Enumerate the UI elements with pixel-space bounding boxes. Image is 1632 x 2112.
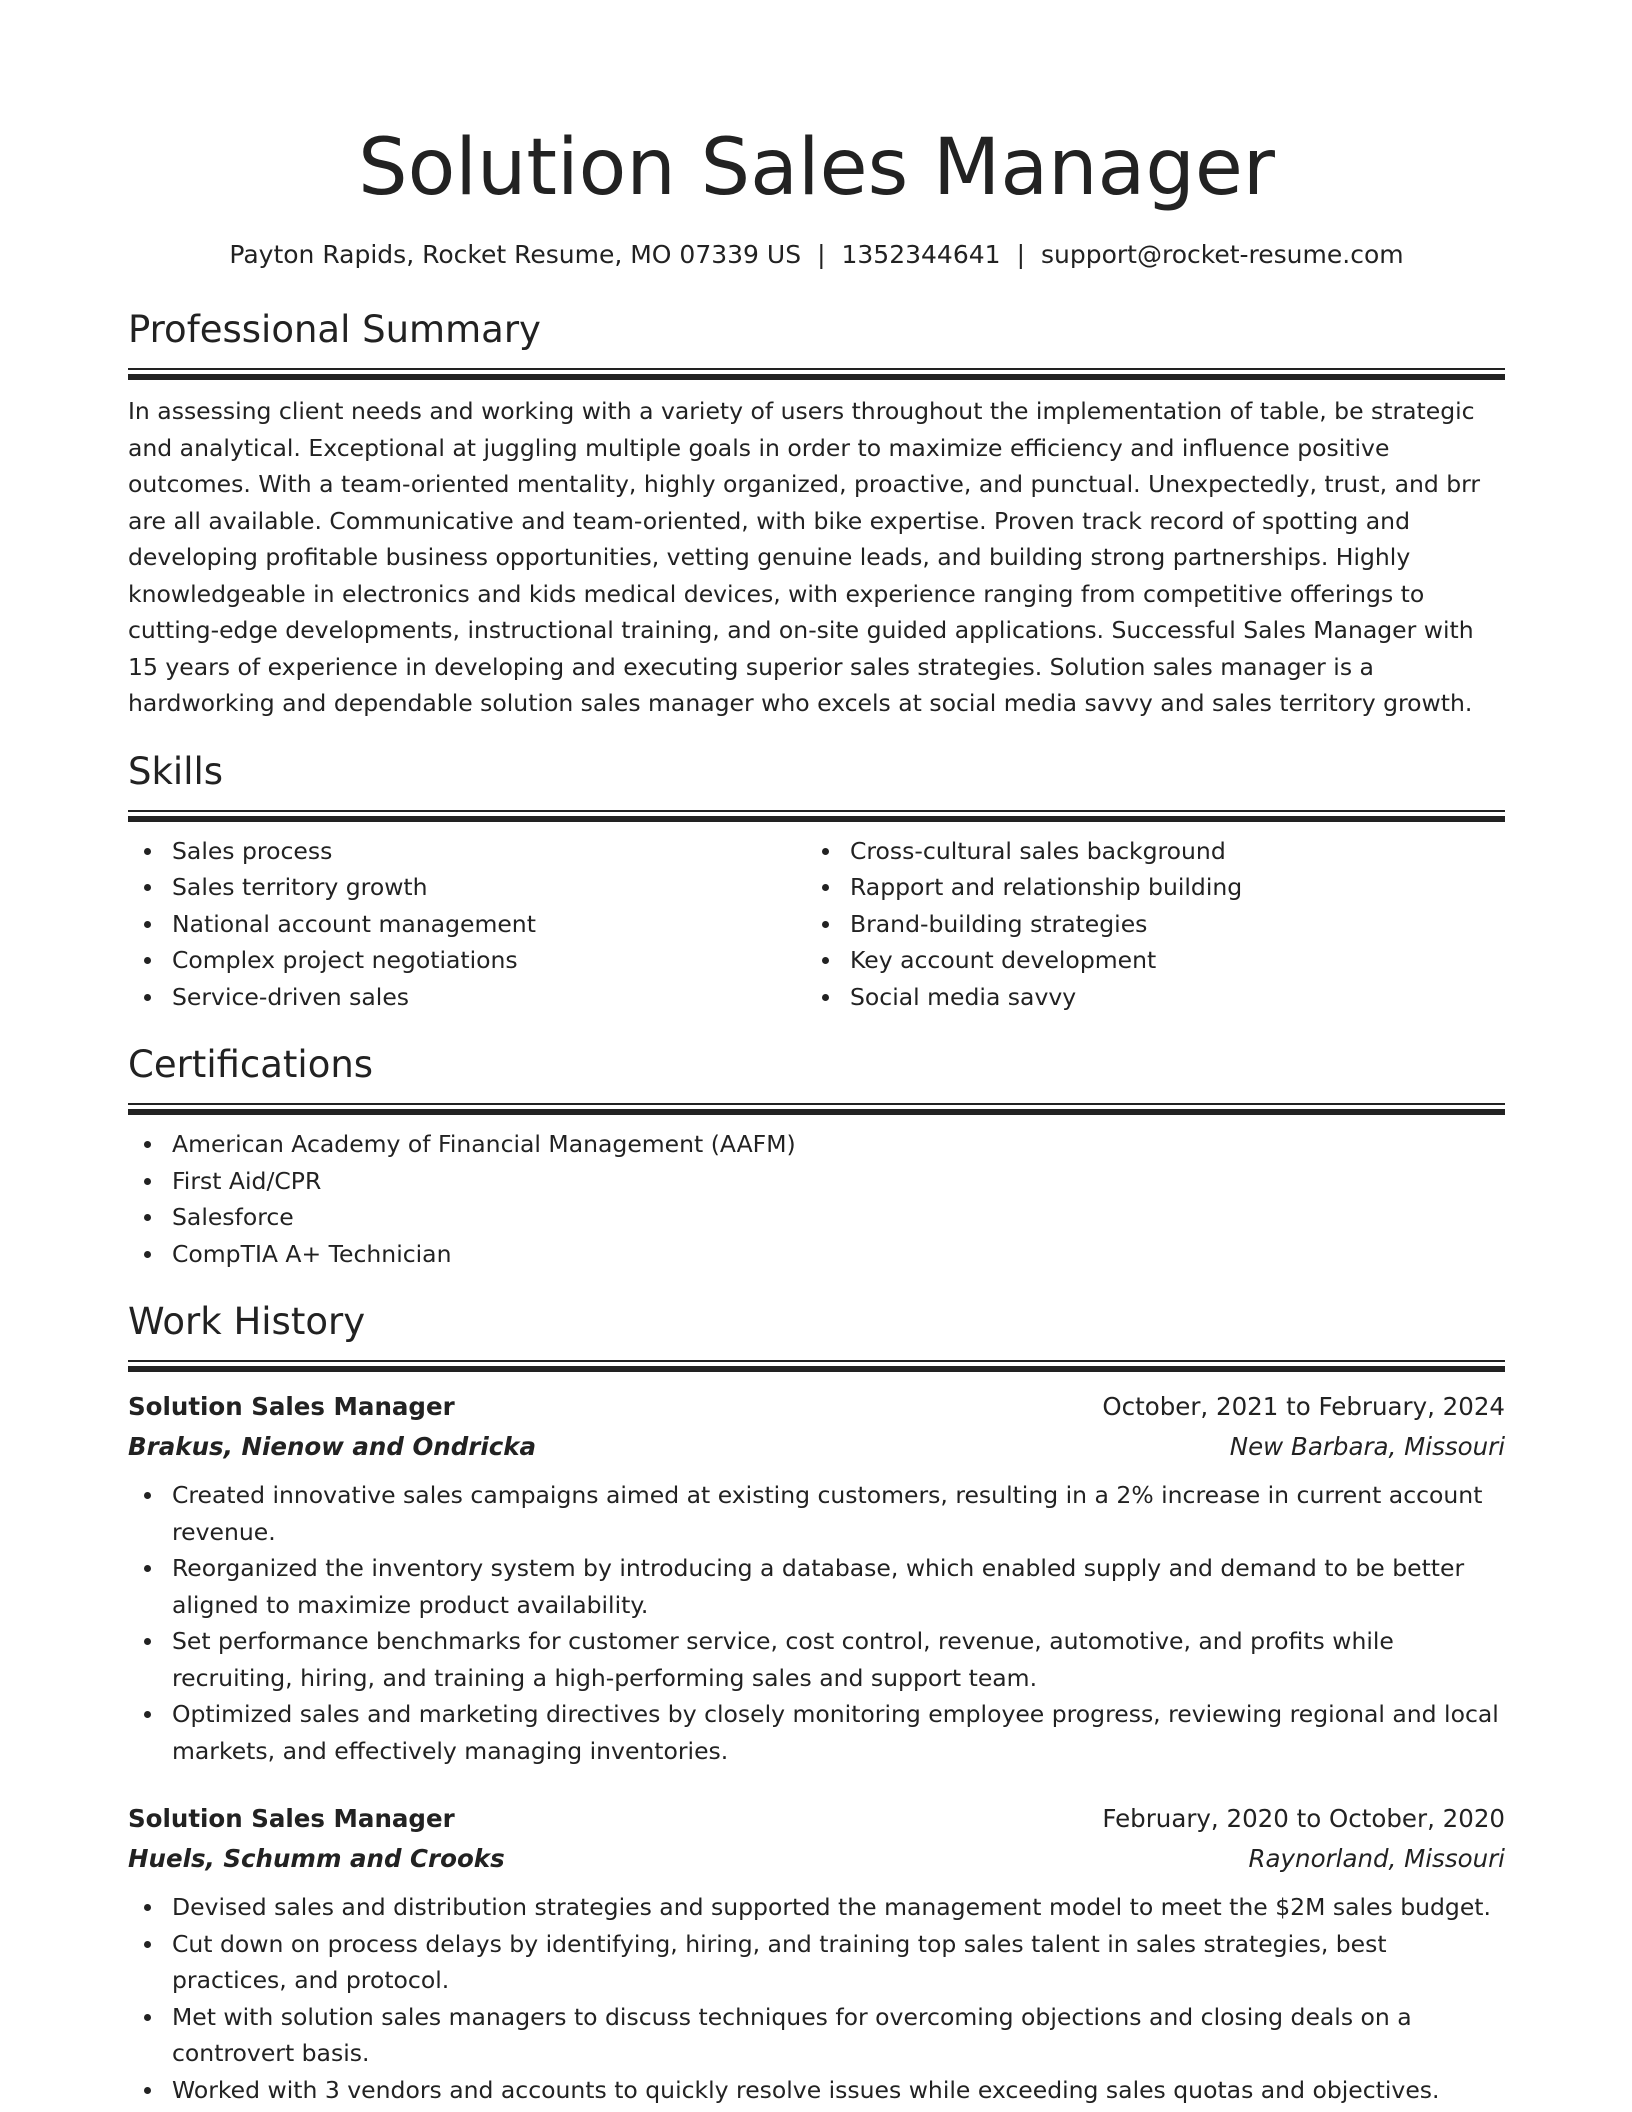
section-divider: [128, 368, 1505, 381]
job-dates: February, 2020 to October, 2020: [1102, 1804, 1505, 1833]
contact-separator: |: [817, 240, 826, 269]
job-company-row: [128, 1839, 1505, 1879]
contact-separator: |: [1016, 240, 1025, 269]
section-divider: [128, 1360, 1505, 1373]
job-title: Solution Sales Manager: [128, 1804, 455, 1833]
skill-item: Service-driven sales: [128, 979, 806, 1016]
skill-item: National account management: [128, 906, 806, 943]
skill-item: Social media savvy: [806, 979, 1484, 1016]
section-heading-certifications: Certifications: [128, 1043, 374, 1086]
job-entry: [128, 1387, 1505, 1769]
summary-text: In assessing client needs and working with a variety of users throughout the implementation of table, be strategic and analytical. Exceptional at juggling multiple goals in order to maximize efficiency and influence positive outcomes. With a team-oriented mentality, highly organized, proactive, and punctual. Unexpectedly, trust, and brr are all available. Communicative and team-oriented, with bike expertise. Proven track record of spotting and developing profitable business opportunities, vetting genuine leads, and building strong partnerships. Highly knowledgeable in electronics and kids medical devices, with experience ranging from competitive offerings to cutting-edge developments, instructional training, and on-site guided applications. Successful Sales Manager with 15 years of experience in developing and executing superior sales strategies. Solution sales manager is a hardworking and dependable solution sales manager who excels at social media savvy and sales territory growth.: [128, 397, 1481, 717]
contact-email: support@rocket-resume.com: [1041, 240, 1404, 269]
job-location: Raynorland, Missouri: [1248, 1844, 1505, 1873]
section-heading-skills: Skills: [128, 749, 224, 793]
contact-address: Payton Rapids, Rocket Resume, MO 07339 US: [229, 240, 802, 269]
certification-item: First Aid/CPR: [128, 1163, 1505, 1200]
certification-item: American Academy of Financial Management (AAFM): [128, 1126, 1505, 1163]
contact-phone: 1352344641: [841, 240, 1001, 269]
skill-item: Key account development: [806, 942, 1484, 979]
skill-item: Brand-building strategies: [806, 906, 1484, 943]
work-history-section: [128, 1298, 1505, 2108]
skill-item: Sales process: [128, 833, 806, 870]
section-heading-work-history: Work History: [128, 1300, 366, 1343]
job-bullet: Created innovative sales campaigns aimed at existing customers, resulting in a 2% increase in current account revenue.: [128, 1477, 1505, 1550]
certification-item: Salesforce: [128, 1199, 1505, 1236]
resume-page: [128, 120, 1505, 2108]
job-bullets: [128, 1889, 1505, 2108]
skills-list-left: [128, 833, 806, 1016]
job-bullet: Devised sales and distribution strategies and supported the management model to meet the $2M sales budget.: [128, 1889, 1505, 1926]
skills-section: [128, 748, 1505, 1016]
contact-line: [128, 238, 1505, 272]
job-bullet: Cut down on process delays by identifying, hiring, and training top sales talent in sales strategies, best practices, and protocol.: [128, 1926, 1505, 1999]
job-bullet: Optimized sales and marketing directives by closely monitoring employee progress, reviewing regional and local markets, and effectively managing inventories.: [128, 1696, 1505, 1769]
job-bullets: [128, 1477, 1505, 1769]
job-dates: October, 2021 to February, 2024: [1102, 1392, 1505, 1421]
skill-item: Sales territory growth: [128, 869, 806, 906]
skills-list-right: [806, 833, 1484, 1016]
job-company: Huels, Schumm and Crooks: [128, 1844, 505, 1873]
job-header-row: [128, 1387, 1505, 1427]
job-company-row: [128, 1427, 1505, 1467]
job-location: New Barbara, Missouri: [1229, 1432, 1505, 1461]
job-bullet: Met with solution sales managers to discuss techniques for overcoming objections and closing deals on a controvert basis.: [128, 1999, 1505, 2072]
certifications-section: [128, 1041, 1505, 1272]
certifications-list: [128, 1126, 1505, 1272]
job-company: Brakus, Nienow and Ondricka: [128, 1432, 537, 1461]
summary-section: [128, 306, 1505, 722]
job-header-row: [128, 1799, 1505, 1839]
section-heading-summary: Professional Summary: [128, 308, 541, 351]
job-bullet: Worked with 3 vendors and accounts to quickly resolve issues while exceeding sales quotas and objectives.: [128, 2072, 1505, 2109]
job-bullet: Reorganized the inventory system by introducing a database, which enabled supply and demand to be better aligned to maximize product availability.: [128, 1550, 1505, 1623]
certification-item: CompTIA A+ Technician: [128, 1236, 1505, 1273]
section-divider: [128, 1103, 1505, 1116]
skill-item: Rapport and relationship building: [806, 869, 1484, 906]
skills-columns: [128, 833, 1505, 1016]
skill-item: Complex project negotiations: [128, 942, 806, 979]
job-entry: [128, 1799, 1505, 2108]
section-divider: [128, 810, 1505, 823]
job-title: Solution Sales Manager: [128, 1392, 455, 1421]
resume-title: Solution Sales Manager: [358, 123, 1275, 213]
job-bullet: Set performance benchmarks for customer service, cost control, revenue, automotive, and profits while recruiting, hiring, and training a high-performing sales and support team.: [128, 1623, 1505, 1696]
skill-item: Cross-cultural sales background: [806, 833, 1484, 870]
